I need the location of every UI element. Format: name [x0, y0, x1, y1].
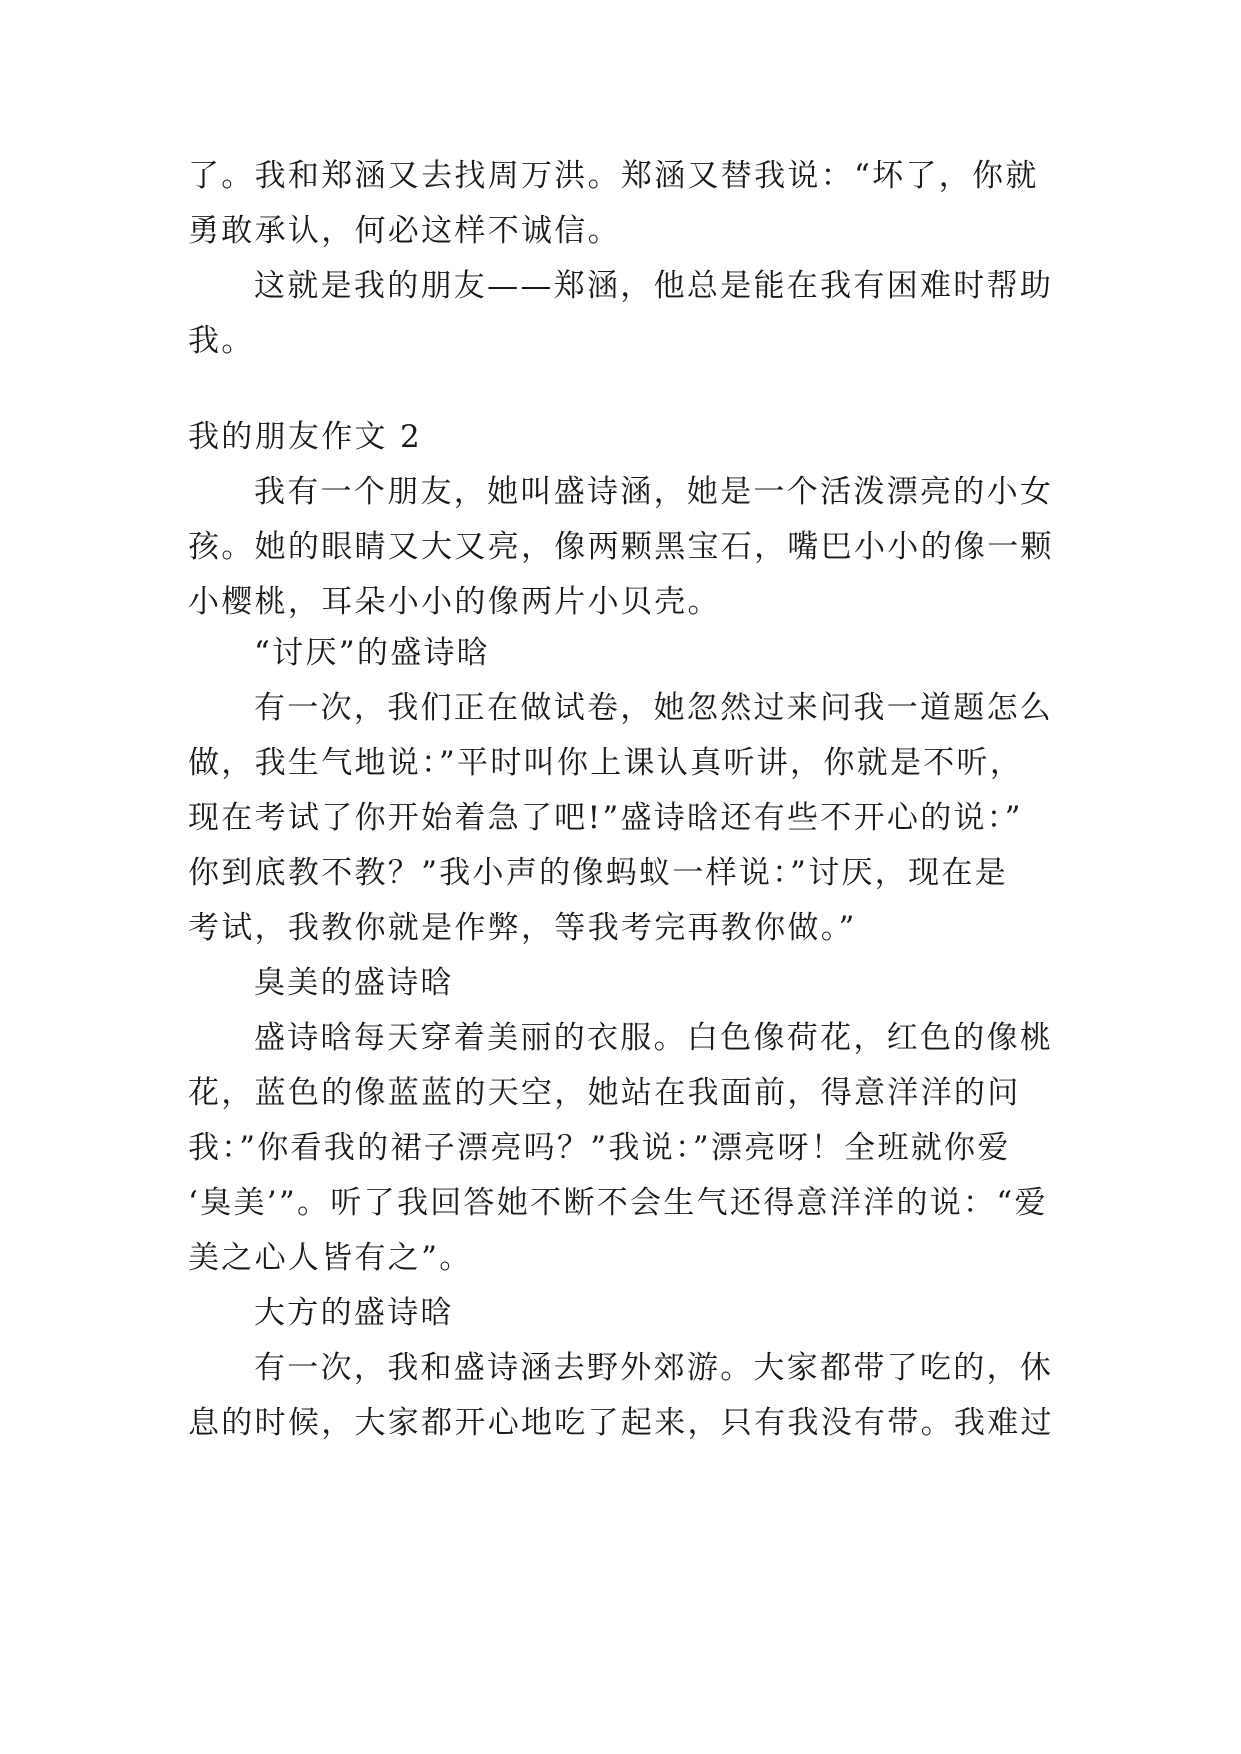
text-line: 了。我和郑涵又去找周万洪。郑涵又替我说：“坏了，你就 — [188, 158, 1039, 194]
text-line: 这就是我的朋友——郑涵，他总是能在我有困难时帮助 — [254, 268, 1054, 304]
text-line: 有一次，我们正在做试卷，她忽然过来问我一道题怎么 — [254, 690, 1054, 726]
text-line: 花，蓝色的像蓝蓝的天空，她站在我面前，得意洋洋的问 — [188, 1075, 1021, 1111]
text-line: 你到底教不教？”我小声的像蚂蚁一样说：”讨厌，现在是 — [188, 855, 1008, 891]
text-line: 我。 — [188, 323, 255, 359]
text-line: 孩。她的眼睛又大又亮，像两颗黑宝石，嘴巴小小的像一颗 — [188, 529, 1054, 565]
text-line: 勇敢承认，何必这样不诚信。 — [188, 213, 621, 249]
section-heading: 我的朋友作文 2 — [188, 419, 422, 455]
text-line: 有一次，我和盛诗涵去野外郊游。大家都带了吃的，休 — [254, 1350, 1054, 1386]
text-line: 美之心人皆有之”。 — [188, 1240, 473, 1276]
subheading: “讨厌”的盛诗晗 — [254, 635, 491, 671]
text-line: ‘臭美’”。听了我回答她不断不会生气还得意洋洋的说：“爱 — [188, 1185, 1048, 1221]
text-line: 盛诗晗每天穿着美丽的衣服。白色像荷花，红色的像桃 — [254, 1020, 1054, 1056]
text-line: 小樱桃，耳朵小小的像两片小贝壳。 — [188, 584, 721, 620]
text-line: 我有一个朋友，她叫盛诗涵，她是一个活泼漂亮的小女 — [254, 474, 1054, 510]
text-line: 做，我生气地说：”平时叫你上课认真听讲，你就是不听， — [188, 745, 1024, 781]
text-line: 考试，我教你就是作弊，等我考完再教你做。” — [188, 910, 857, 946]
subheading: 臭美的盛诗晗 — [254, 965, 454, 1001]
subheading: 大方的盛诗晗 — [254, 1295, 454, 1331]
text-line: 现在考试了你开始着急了吧!”盛诗晗还有些不开心的说：” — [188, 800, 1023, 836]
text-line: 息的时候，大家都开心地吃了起来，只有我没有带。我难过 — [188, 1405, 1054, 1441]
text-line: 我：”你看我的裙子漂亮吗？”我说：”漂亮呀！全班就你爱 — [188, 1130, 1011, 1166]
